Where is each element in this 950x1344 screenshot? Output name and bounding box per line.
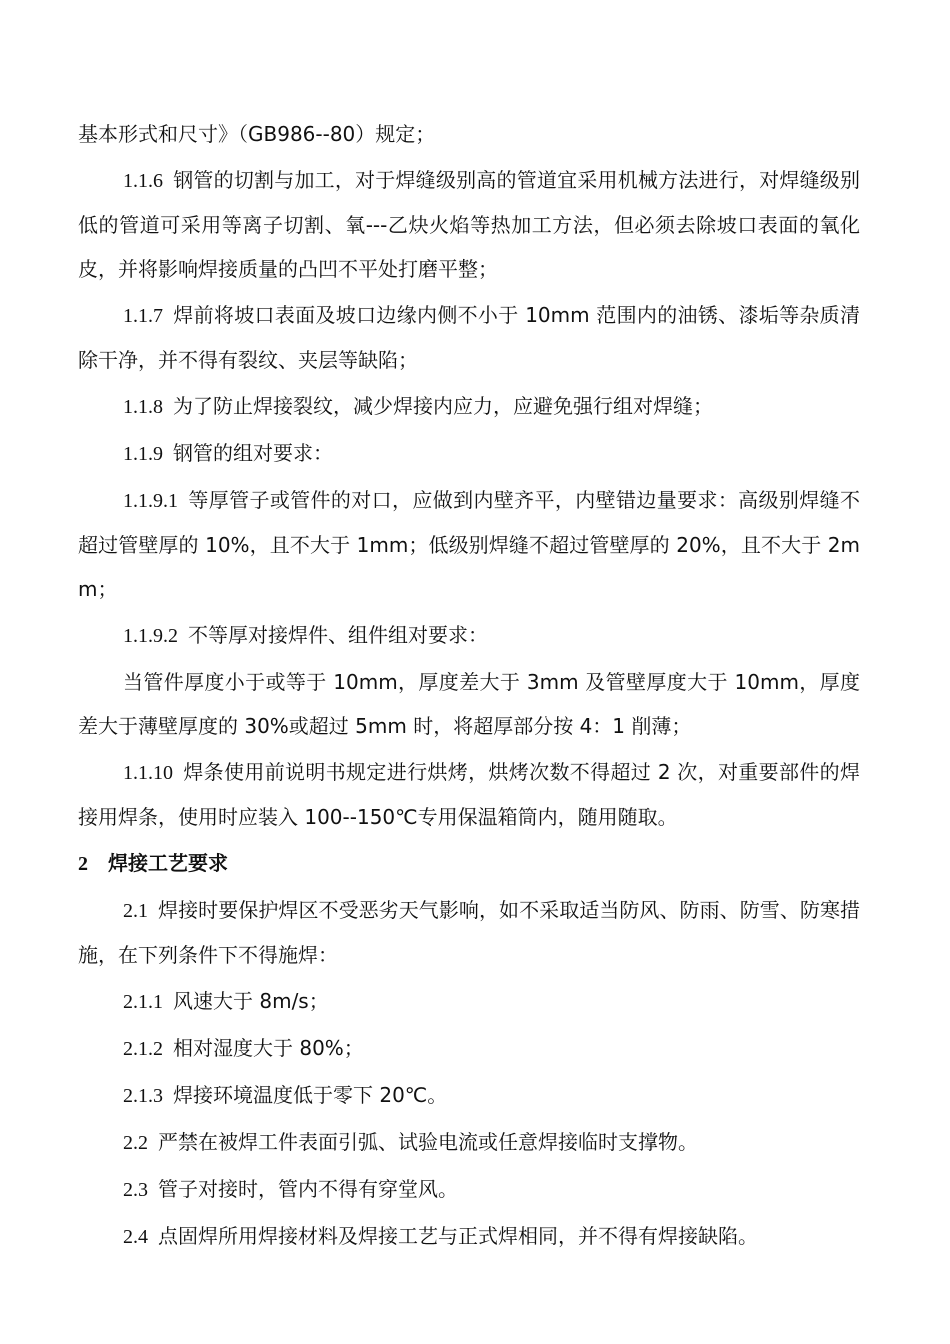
clause-text: 管子对接时，管内不得有穿堂风。 [158, 1177, 458, 1201]
paragraph-2-1-2 [78, 1026, 860, 1071]
clause-text: 点固焊所用焊接材料及焊接工艺与正式焊相同，并不得有焊接缺陷。 [158, 1224, 758, 1248]
clause-number: 1.1.8 [123, 396, 163, 418]
clause-number: 2.1.2 [123, 1038, 163, 1060]
clause-text: 钢管的组对要求： [173, 441, 333, 465]
paragraph-continuation: 基本形式和尺寸》（GB986--80）规定； [78, 122, 436, 146]
clause-text: 等厚管子或管件的对口，应做到内壁齐平，内壁错边量要求：高级别焊缝不超过管壁厚的 10%，且不大于 1mm；低级别焊缝不超过管壁厚的 20%，且不大于 2mm； [78, 488, 860, 601]
section-number: 2 [78, 853, 88, 875]
section-title: 焊接工艺要求 [108, 851, 228, 875]
clause-number: 2.2 [123, 1132, 148, 1154]
paragraph-1-1-10 [78, 750, 860, 839]
clause-text: 相对湿度大于 80%； [173, 1036, 364, 1060]
clause-number: 1.1.9.2 [123, 625, 178, 647]
paragraph-2-4 [78, 1214, 860, 1259]
clause-number: 2.3 [123, 1179, 148, 1201]
clause-text: 不等厚对接焊件、组件组对要求： [188, 623, 488, 647]
clause-number: 1.1.9.1 [123, 490, 178, 512]
paragraph-2-3 [78, 1167, 860, 1212]
clause-number: 1.1.6 [123, 170, 163, 192]
paragraph-2-2 [78, 1120, 860, 1165]
paragraph-2-1 [78, 888, 860, 977]
paragraph-1-1-6 [78, 158, 860, 291]
document-page [78, 112, 860, 1261]
paragraph-1-1-9-1 [78, 478, 860, 611]
clause-text: 焊接环境温度低于零下 20℃。 [173, 1083, 448, 1107]
clause-number: 2.1 [123, 900, 148, 922]
clause-number: 2.1.3 [123, 1085, 163, 1107]
paragraph-1-1-9-2 [78, 613, 860, 658]
clause-text: 风速大于 8m/s； [173, 989, 329, 1013]
clause-number: 2.4 [123, 1226, 148, 1248]
clause-text: 焊前将坡口表面及坡口边缘内侧不小于 10mm 范围内的油锈、漆垢等杂质清除干净，并不得有裂纹、夹层等缺陷； [78, 303, 860, 372]
clause-text: 严禁在被焊工件表面引弧、试验电流或任意焊接临时支撑物。 [158, 1130, 698, 1154]
paragraph-1-1-7 [78, 293, 860, 382]
clause-number: 1.1.10 [123, 762, 173, 784]
paragraph-thickness-rule: 当管件厚度小于或等于 10mm，厚度差大于 3mm 及管壁厚度大于 10mm，厚度差大于薄壁厚度的 30%或超过 5mm 时，将超厚部分按 4：1 削薄； [78, 670, 860, 738]
section-heading-2 [78, 841, 860, 886]
clause-number: 1.1.9 [123, 443, 163, 465]
clause-number: 1.1.7 [123, 305, 163, 327]
clause-text: 钢管的切割与加工，对于焊缝级别高的管道宜采用机械方法进行，对焊缝级别低的管道可采用等离子切割、氧---乙炔火焰等热加工方法，但必须去除坡口表面的氧化皮，并将影响焊接质量的凸凹不平处打磨平整； [78, 168, 860, 281]
clause-text: 为了防止焊接裂纹，减少焊接内应力，应避免强行组对焊缝； [173, 394, 713, 418]
clause-number: 2.1.1 [123, 991, 163, 1013]
clause-text: 焊接时要保护焊区不受恶劣天气影响，如不采取适当防风、防雨、防雪、防寒措施，在下列条件下不得施焊： [78, 898, 860, 967]
paragraph-1-1-8 [78, 384, 860, 429]
clause-text: 焊条使用前说明书规定进行烘烤，烘烤次数不得超过 2 次，对重要部件的焊接用焊条，使用时应装入 100--150℃专用保温箱筒内，随用随取。 [78, 760, 860, 829]
paragraph-2-1-3 [78, 1073, 860, 1118]
paragraph-2-1-1 [78, 979, 860, 1024]
paragraph-1-1-9 [78, 431, 860, 476]
